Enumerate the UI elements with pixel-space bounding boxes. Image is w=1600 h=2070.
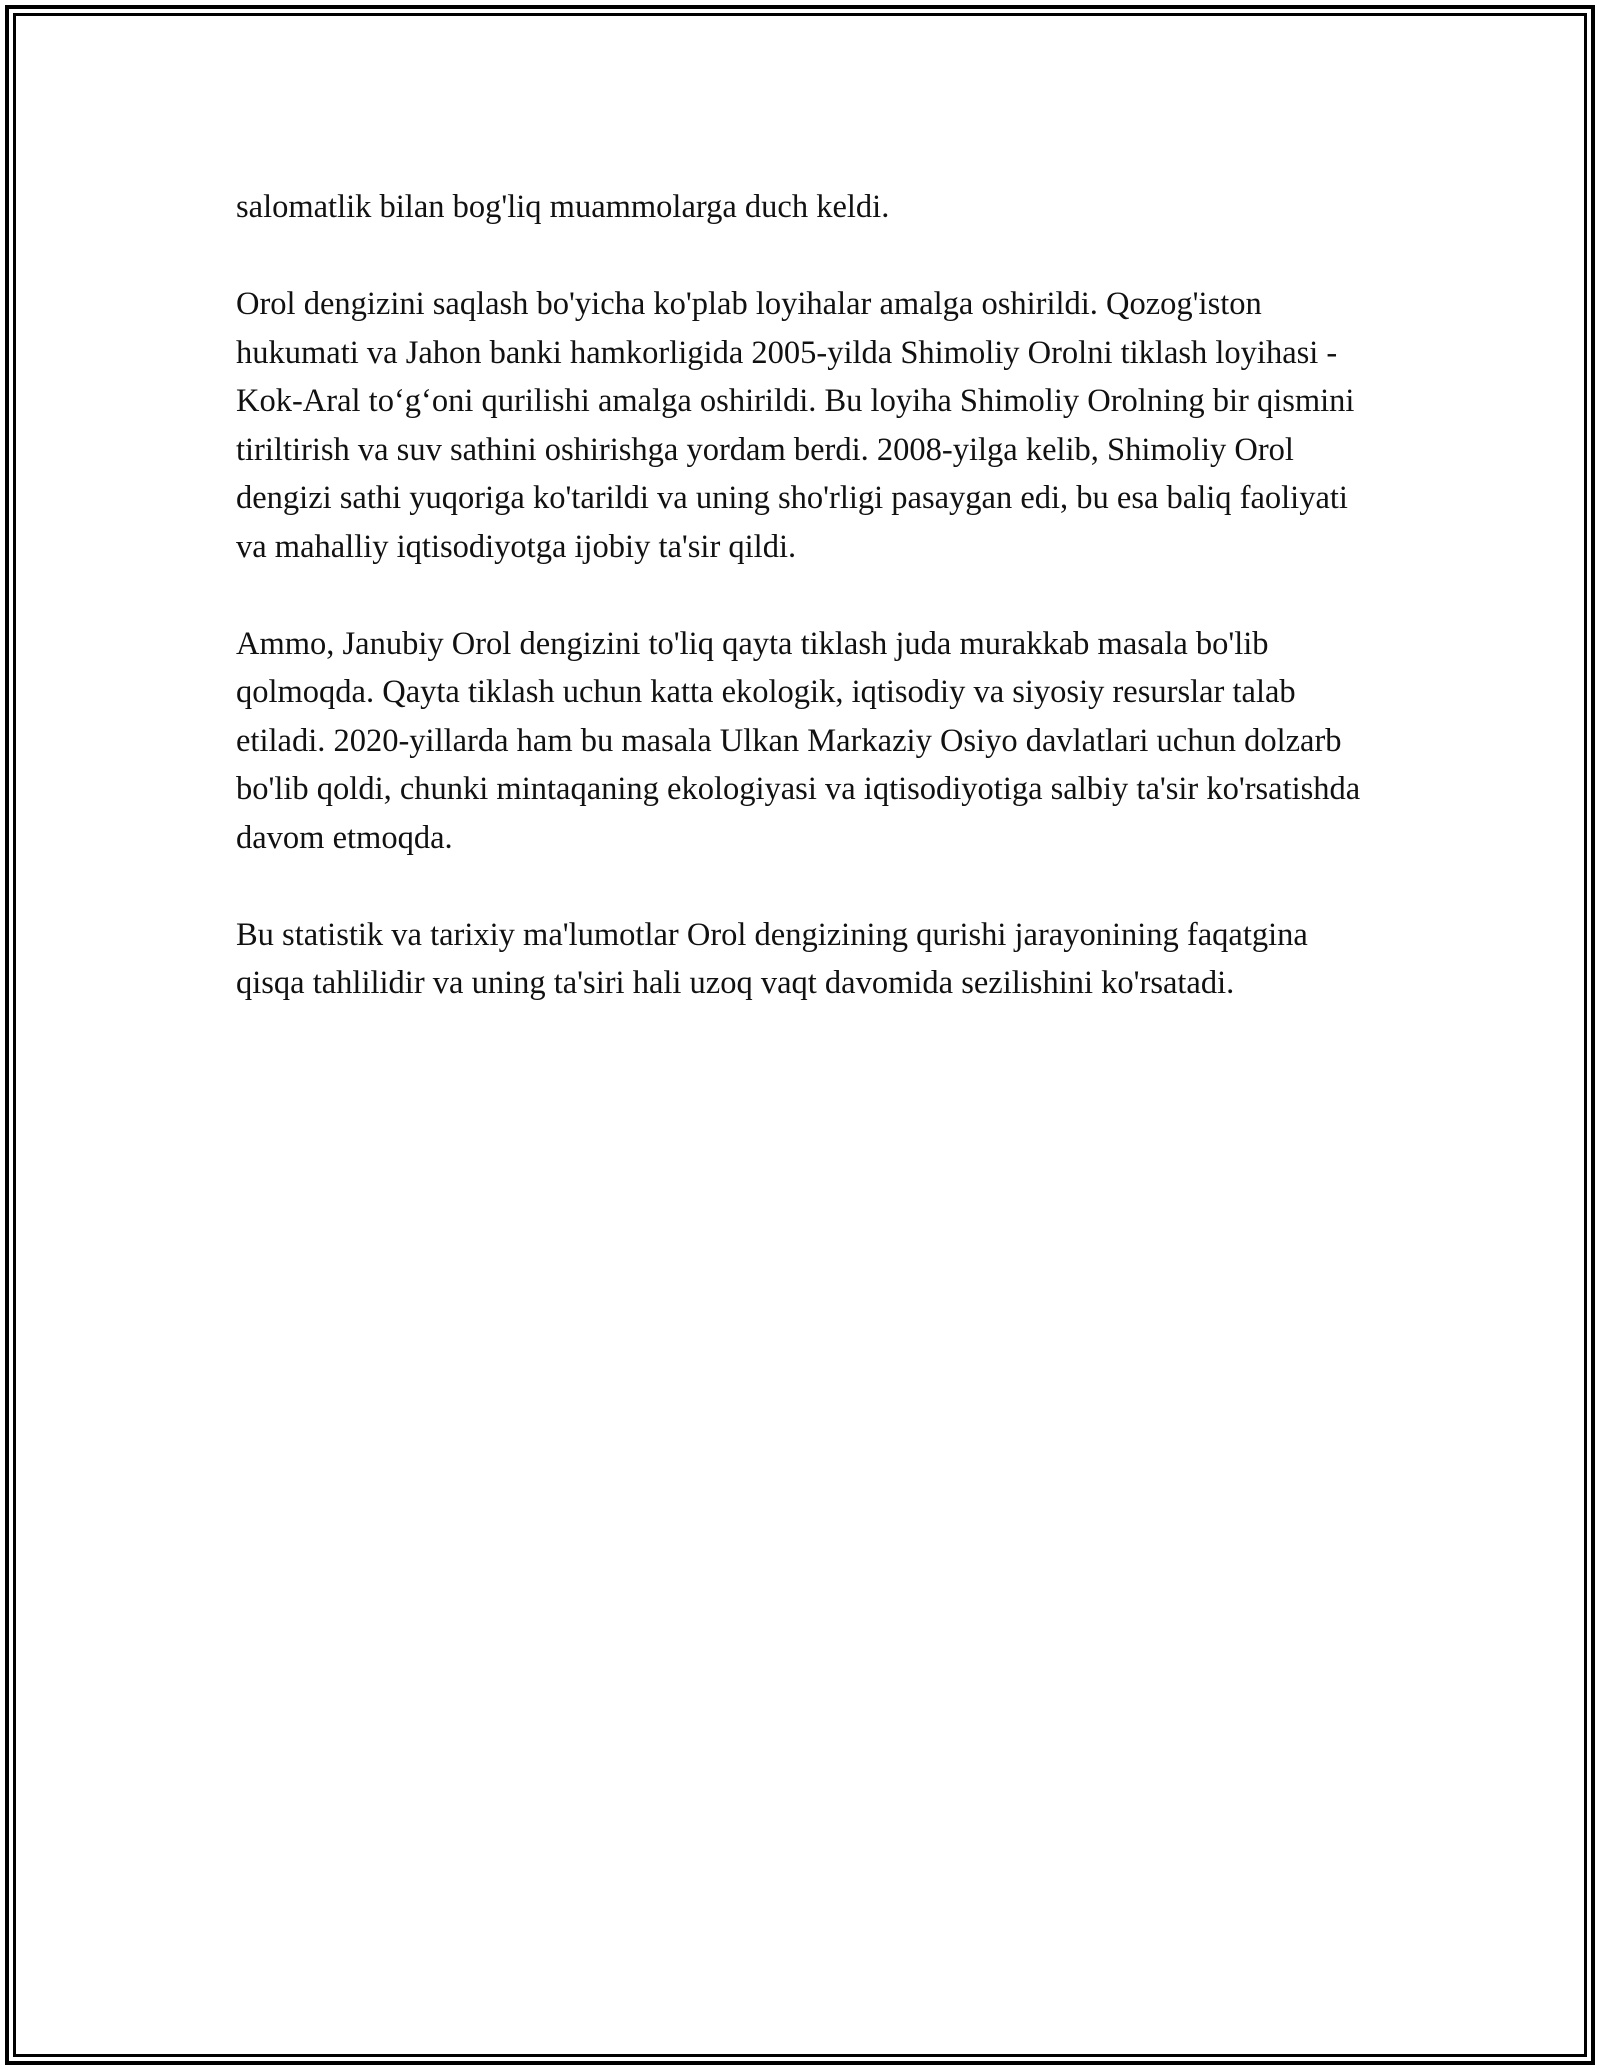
paragraph: Bu statistik va tarixiy ma'lumotlar Orol dengizining qurishi jarayonining faqatgina qisqa tahlilidir va uning ta'siri hali uzoq vaqt davomida sezilishini ko'rsatadi. (236, 916, 1308, 1001)
document-body (236, 183, 1376, 1008)
paragraph: Ammo, Janubiy Orol dengizini to'liq qayta tiklash juda murakkab masala bo'lib qolmoqda. Qayta tiklash uchun katta ekologik, iqtisodiy va siyosiy resurslar talab etiladi. 2020-yillarda ham bu masala Ulkan Markaziy Osiyo davlatlari uchun dolzarb bo'lib qoldi, chunki mintaqaning ekologiyasi va iqtisodiyotiga salbiy ta'sir ko'rsatishda davom etmoqda. (236, 625, 1361, 856)
paragraph: Orol dengizini saqlash bo'yicha ko'plab loyihalar amalga oshirildi. Qozog'iston hukumati va Jahon banki hamkorligida 2005-yilda Shimoliy Orolni tiklash loyihasi - Kok-Aral to‘g‘oni qurilishi amalga oshirildi. Bu loyiha Shimoliy Orolning bir qismini tiriltirish va suv sathini oshirishga yordam berdi. 2008-yilga kelib, Shimoliy Orol dengizi sathi yuqoriga ko'tarildi va uning sho'rligi pasaygan edi, bu esa baliq faoliyati va mahalliy iqtisodiyotga ijobiy ta'sir qildi. (236, 286, 1355, 565)
paragraph: salomatlik bilan bog'liq muammolarga duch keldi. (236, 189, 890, 225)
